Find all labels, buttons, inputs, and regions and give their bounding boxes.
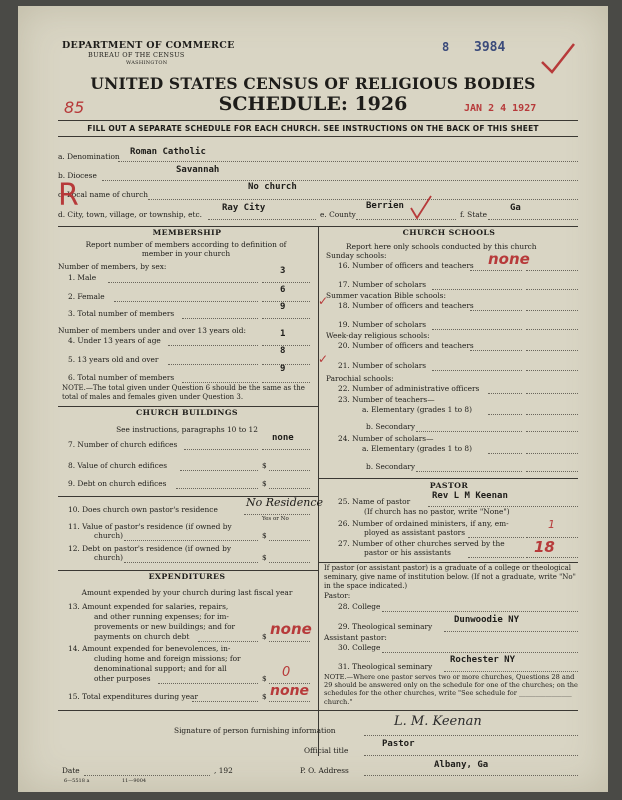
q7-label: 7. Number of church edifices — [68, 440, 178, 449]
date-year: , 192 — [214, 766, 233, 775]
q20-label: 20. Number of officers and teachers — [338, 341, 474, 350]
yes-no-hint: Yes or No — [262, 516, 289, 522]
graduate-note: If pastor (or assistant pastor) is a graduate of a college or theological seminary, give name of institution below. (If not a graduate, write "No" in the space indicated.) — [324, 564, 576, 590]
q12-dollar: $ — [262, 553, 267, 562]
q11-dollar: $ — [262, 531, 267, 540]
local-name-label: c. Local name of church — [58, 190, 148, 199]
q13-label-c: provements or new buildings; and for — [94, 622, 236, 631]
q6-label: 6. Total number of members — [68, 373, 175, 382]
q26-label-cont: ployed as assistant pastors — [364, 528, 466, 537]
q15-label: 15. Total expenditures during year — [68, 692, 198, 701]
q14-value: 0 — [282, 665, 291, 680]
membership-intro: Report number of members according to definition of member in your church — [85, 240, 287, 258]
q31-value: Rochester NY — [450, 655, 516, 665]
po-address-value: Albany, Ga — [434, 760, 489, 770]
census-schedule-sheet — [18, 6, 608, 792]
q19-label: 19. Number of scholars — [338, 320, 427, 329]
pastor-note: NOTE.—Where one pastor serves two or more churches, Questions 28 and 29 should be answered only on the schedule for one of the churches; on the schedules for the other churches, write "See schedule for ________________ church." — [324, 673, 578, 706]
red-check-icon — [538, 42, 578, 76]
q16-label: 16. Number of officers and teachers — [338, 261, 474, 270]
q31-label: 31. Theological seminary — [338, 662, 433, 671]
hand-number: 85 — [64, 98, 85, 117]
q14-label-c: denominational support; and for all — [94, 664, 227, 673]
q9-label: 9. Debt on church edifices — [68, 479, 167, 488]
q13-value: none — [270, 620, 312, 638]
department-name: DEPARTMENT OF COMMERCE — [62, 40, 235, 51]
by-sex-label: Number of members, by sex: — [58, 262, 167, 271]
q13-label-b: and other running expenses; for im- — [94, 612, 229, 621]
q4-value: 1 — [280, 329, 286, 339]
q8-label: 8. Value of church edifices — [68, 461, 167, 470]
q2-label: 2. Female — [68, 292, 105, 301]
city-value: Ray City — [222, 203, 266, 213]
q13-label: 13. Amount expended for salaries, repairs, — [68, 602, 229, 611]
city-label: d. City, town, village, or township, etc. — [58, 210, 203, 219]
county-label: e. County — [320, 210, 356, 219]
signature: L. M. Keenan — [394, 714, 482, 729]
q12-label-cont: church) — [94, 553, 123, 562]
q30-label: 30. College — [338, 643, 381, 652]
signature-label: Signature of person furnishing information — [174, 726, 336, 735]
state-label: f. State — [460, 210, 487, 219]
q25-label: 25. Name of pastor — [338, 497, 411, 506]
q5-value: 8 — [280, 346, 286, 356]
q14-label-b: cluding home and foreign missions; for — [94, 654, 241, 663]
q1-label: 1. Male — [68, 273, 97, 282]
county-value: Berrien — [366, 201, 404, 211]
q23-label: 23. Number of teachers— — [338, 395, 435, 404]
q27-value: 18 — [534, 538, 555, 556]
pastor-sub-label: Pastor: — [324, 591, 351, 600]
q14-label-d: other purposes — [94, 674, 151, 683]
q13-dollar: $ — [262, 632, 267, 641]
buildings-heading: CHURCH BUILDINGS — [136, 408, 238, 417]
schedule-title: SCHEDULE: 1926 — [218, 93, 408, 115]
q3-label: 3. Total number of members — [68, 309, 175, 318]
q27-label: 27. Number of other churches served by the — [338, 539, 505, 548]
q26-label: 26. Number of ordained ministers, if any, em- — [338, 519, 509, 528]
expenditures-sub: Amount expended by your church during last fiscal year — [81, 588, 293, 597]
q10-label: 10. Does church own pastor's residence — [68, 505, 218, 514]
q27-value-top: 1 — [548, 518, 555, 531]
print-code: 11—9004 — [122, 778, 147, 784]
po-address-label: P. O. Address — [300, 766, 349, 775]
membership-note: NOTE.—The total given under Question 6 should be the same as the total of males and females given under Question 3. — [62, 384, 305, 401]
q12-label: 12. Debt on pastor's residence (if owned by — [68, 544, 232, 553]
denomination-label: a. Denomination — [58, 152, 120, 161]
q29-value: Dunwoodie NY — [454, 615, 520, 625]
q29-label: 29. Theological seminary — [338, 622, 433, 631]
date-received-stamp: JAN 2 4 1927 — [464, 103, 537, 114]
membership-heading: MEMBERSHIP — [152, 228, 222, 237]
q16-value: none — [488, 250, 530, 268]
q25-value: Rev L M Keenan — [432, 491, 508, 501]
date-label: Date — [62, 766, 80, 775]
q3-value: 9 — [280, 302, 286, 312]
assistant-sub-label: Assistant pastor: — [324, 633, 387, 642]
official-title-label: Official title — [304, 746, 349, 755]
q21-label: 21. Number of scholars — [338, 361, 427, 370]
q23a-label: a. Elementary (grades 1 to 8) — [362, 405, 473, 414]
q5-label: 5. 13 years old and over — [68, 355, 159, 364]
denomination-value: Roman Catholic — [130, 147, 206, 157]
sunday-label: Sunday schools: — [326, 251, 387, 260]
q21-tick-icon: ✓ — [318, 352, 329, 366]
q7-value: none — [272, 433, 294, 443]
q22-label: 22. Number of administrative officers — [338, 384, 480, 393]
q13-label-d: payments on church debt — [94, 632, 190, 641]
q8-dollar: $ — [262, 461, 267, 470]
stamp-mark: 8 — [442, 40, 450, 54]
diocese-label: b. Diocese — [58, 171, 97, 180]
q18-tick-icon: ✓ — [318, 294, 329, 308]
q24b-label: b. Secondary — [366, 462, 416, 471]
buildings-sub: See instructions, paragraphs 10 to 12 — [116, 425, 258, 434]
q11-label: 11. Value of pastor's residence (if owned by — [68, 522, 232, 531]
form-title: UNITED STATES CENSUS OF RELIGIOUS BODIES — [90, 74, 536, 93]
schools-intro: Report here only schools conducted by this church — [346, 242, 537, 251]
diocese-value: Savannah — [176, 165, 220, 175]
q15-dollar: $ — [262, 692, 267, 701]
red-tick-icon — [408, 194, 434, 222]
q15-value: none — [270, 683, 310, 699]
q1-value: 3 — [280, 266, 286, 276]
city-name: WASHINGTON — [126, 60, 168, 66]
instruction-line: FILL OUT A SEPARATE SCHEDULE FOR EACH CHURCH. SEE INSTRUCTIONS ON THE BACK OF THIS SHEET — [87, 124, 539, 133]
q27-label-cont: pastor or his assistants — [364, 548, 451, 557]
pastor-heading: PASTOR — [429, 481, 469, 490]
weekday-label: Week-day religious schools: — [326, 331, 430, 340]
stamp-number: 3984 — [474, 40, 506, 55]
q14-label: 14. Amount expended for benevolences, in- — [68, 644, 231, 653]
schools-heading: CHURCH SCHOOLS — [402, 228, 496, 237]
q6-value: 9 — [280, 364, 286, 374]
state-value: Ga — [510, 203, 521, 213]
q25-hint: (If church has no pastor, write "None") — [364, 507, 510, 516]
bureau-name: BUREAU OF THE CENSUS — [88, 51, 185, 59]
summer-label: Summer vacation Bible schools: — [326, 291, 446, 300]
by-age-label: Number of members under and over 13 years old: — [58, 326, 246, 335]
local-name-value: No church — [248, 182, 297, 192]
q11-label-cont: church) — [94, 531, 123, 540]
q18-label: 18. Number of officers and teachers — [338, 301, 474, 310]
q24-label: 24. Number of scholars— — [338, 434, 434, 443]
parochial-label: Parochial schools: — [326, 374, 394, 383]
q23b-label: b. Secondary — [366, 422, 416, 431]
q4-label: 4. Under 13 years of age — [68, 336, 161, 345]
form-code: 6—5518 a — [64, 778, 90, 784]
q28-label: 28. College — [338, 602, 381, 611]
q24a-label: a. Elementary (grades 1 to 8) — [362, 444, 473, 453]
q10-value: No Residence — [246, 496, 324, 509]
hand-r-mark: R — [58, 178, 79, 213]
q14-dollar: $ — [262, 674, 267, 683]
q2-value: 6 — [280, 285, 286, 295]
expenditures-heading: EXPENDITURES — [148, 572, 226, 581]
q17-label: 17. Number of scholars — [338, 280, 427, 289]
official-title-value: Pastor — [382, 739, 415, 749]
q9-dollar: $ — [262, 479, 267, 488]
